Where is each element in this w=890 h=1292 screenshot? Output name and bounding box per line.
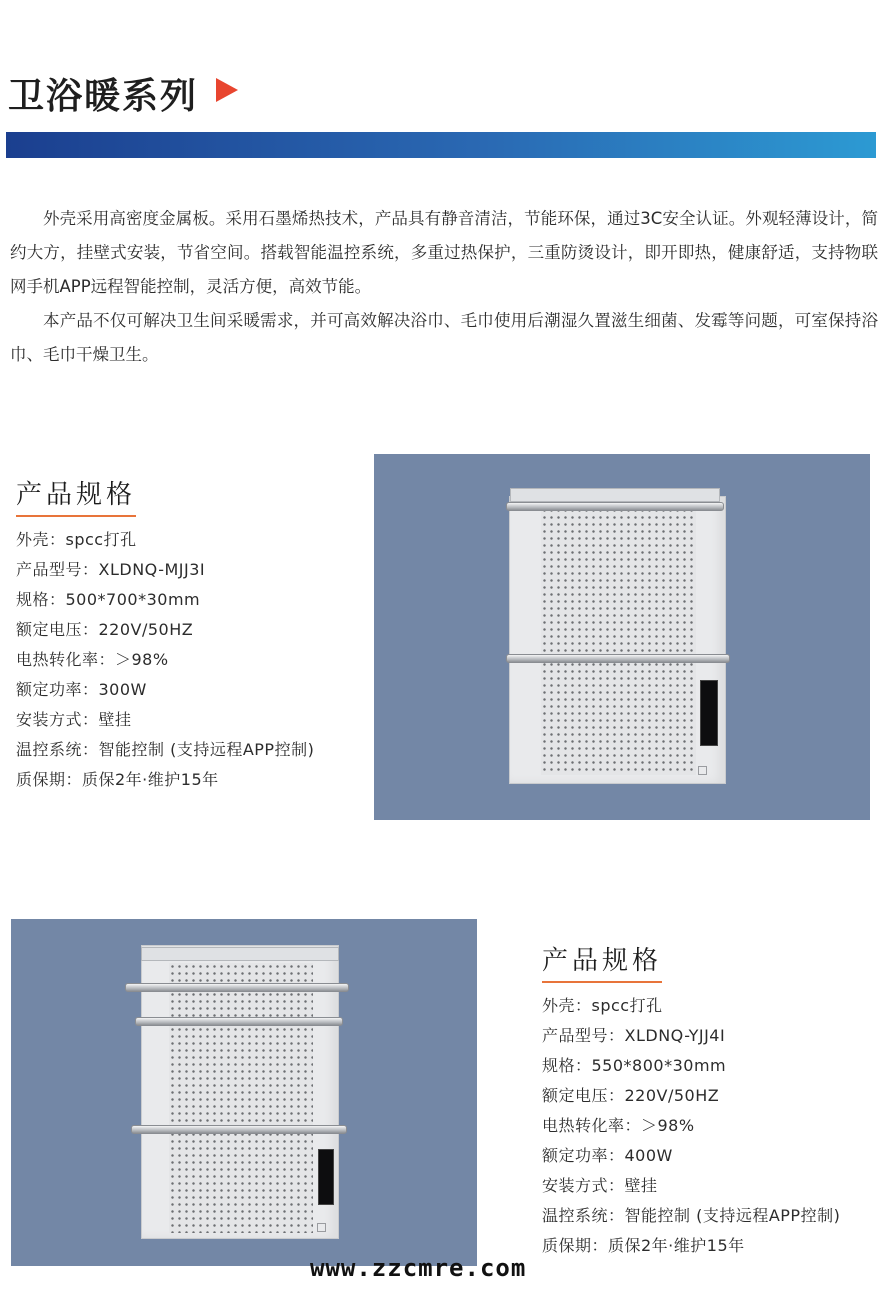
brand-logo-icon	[317, 1223, 326, 1232]
upper-rail	[125, 983, 349, 992]
spec-heading: 产品规格	[16, 474, 136, 517]
spec-item: 温控系统：智能控制 (支持远程APP控制)	[542, 1206, 841, 1225]
spec-item: 额定电压：220V/50HZ	[16, 620, 194, 639]
spec-item: 额定电压：220V/50HZ	[542, 1086, 720, 1105]
header-gradient-bar	[6, 132, 876, 158]
intro-paragraph-1: 外壳采用高密度金属板。采用石墨烯热技术，产品具有静音清洁，节能环保，通过3C安全认证。外观轻薄设计，简约大方，挂壁式安装，节省空间。搭载智能温控系统，多重过热保护，三重防烫设计，即开即热，健康舒适，支持物联网手机APP远程智能控制，灵活方便，高效节能。	[10, 209, 878, 296]
watermark-text: www.zzcmre.com	[310, 1254, 527, 1282]
second-rail	[135, 1017, 343, 1026]
control-display	[700, 680, 718, 746]
control-display	[318, 1149, 334, 1205]
middle-rail	[506, 654, 730, 663]
product-1-photo	[374, 454, 870, 820]
product-2-photo	[11, 919, 477, 1266]
spec-heading: 产品规格	[542, 940, 662, 983]
intro-paragraph-2: 本产品不仅可解决卫生间采暖需求，并可高效解决浴巾、毛巾使用后潮湿久置滋生细菌、发霉等问题，可室保持浴巾、毛巾干燥卫生。	[10, 311, 878, 364]
product-2-specs	[542, 940, 840, 1261]
spec-item: 额定功率：400W	[542, 1146, 673, 1165]
spec-item: 质保期：质保2年·维护15年	[542, 1236, 745, 1255]
top-rack	[510, 488, 720, 502]
spec-item: 外壳：spcc打孔	[16, 530, 137, 549]
top-rail	[506, 502, 724, 511]
intro-text	[10, 202, 878, 372]
spec-item: 温控系统：智能控制 (支持远程APP控制)	[16, 740, 315, 759]
product-1-specs	[16, 474, 314, 795]
spec-item: 规格：550*800*30mm	[542, 1056, 727, 1075]
lower-rail	[131, 1125, 347, 1134]
spec-item: 规格：500*700*30mm	[16, 590, 201, 609]
spec-item: 安装方式：壁挂	[542, 1176, 658, 1195]
spec-item: 产品型号：XLDNQ-YJJ4Ⅰ	[542, 1026, 726, 1045]
spec-item: 电热转化率：＞98%	[16, 650, 169, 669]
brand-logo-icon	[698, 766, 707, 775]
perforated-area	[169, 963, 313, 1233]
spec-item: 安装方式：壁挂	[16, 710, 132, 729]
play-arrow-icon	[216, 78, 238, 102]
page-title: 卫浴暖系列	[8, 76, 199, 117]
perforated-area	[541, 500, 696, 775]
spec-item: 质保期：质保2年·维护15年	[16, 770, 219, 789]
spec-item: 电热转化率：＞98%	[542, 1116, 695, 1135]
spec-item: 外壳：spcc打孔	[542, 996, 663, 1015]
top-rack	[141, 947, 339, 961]
spec-item: 产品型号：XLDNQ-MJJ3Ⅰ	[16, 560, 206, 579]
spec-item: 额定功率：300W	[16, 680, 147, 699]
